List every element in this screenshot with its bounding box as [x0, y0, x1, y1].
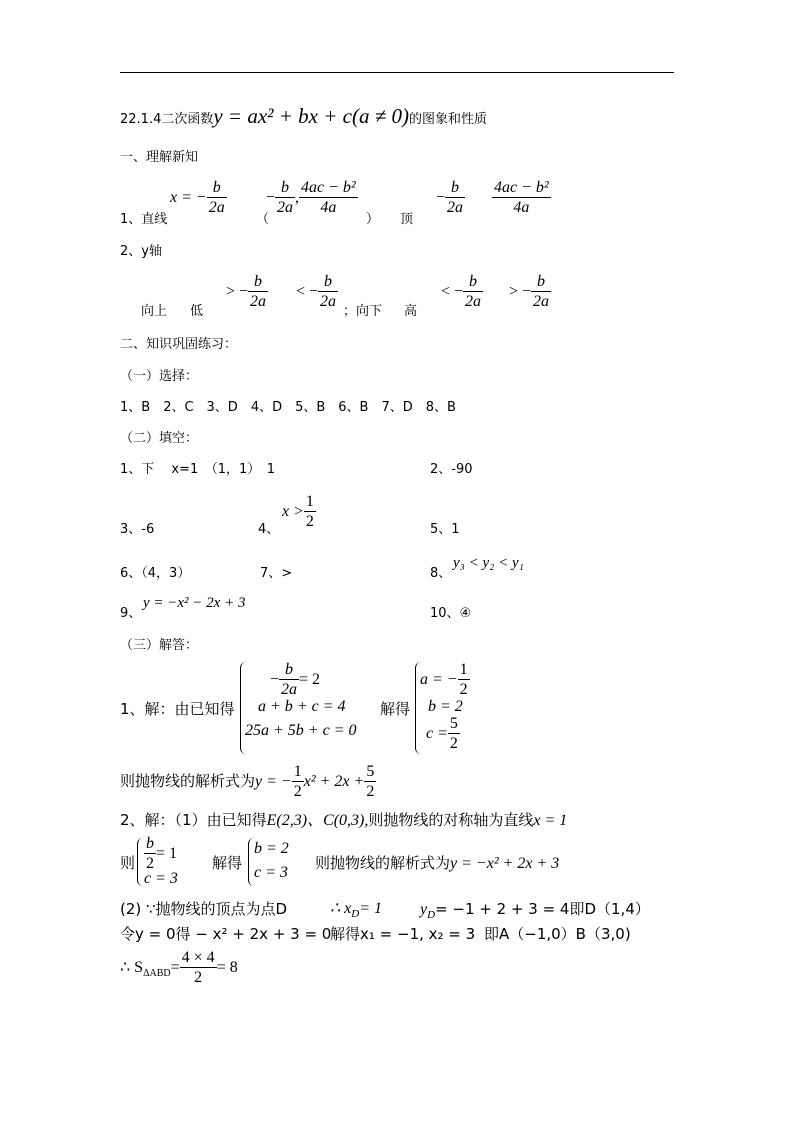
q1-result-num2: 5 [366, 763, 375, 780]
q1-c-num: 5 [449, 715, 458, 732]
q1-label: 1、解：由已知得 [120, 700, 235, 718]
vertex-y-den: 4a [299, 197, 358, 217]
gt1-num: b [254, 273, 263, 290]
vertex-sep: , [295, 189, 300, 206]
q2-c: c = 3 [254, 864, 288, 881]
fill-6: 6、（4，3） [120, 566, 191, 581]
q1-solve-label: 解得 [380, 700, 411, 718]
gt1-den: 2a [250, 293, 267, 310]
q2-line3 [120, 898, 287, 919]
fill-5: 5、1 [430, 522, 460, 537]
q1-result-lhs: y = − [255, 773, 292, 790]
fill-heading: （二）填空： [120, 431, 199, 446]
q2-then: 则 [120, 854, 136, 872]
up-text: 向上 [141, 304, 168, 319]
q2-area-sub: ΔABD [143, 968, 171, 980]
lt1-sign: < − [296, 283, 319, 300]
fill-1: 1、下 x=1 （1，1） 1 [120, 462, 276, 477]
q2-line1-d: x = 1 [533, 812, 568, 829]
low-text: 低 [190, 304, 204, 319]
q2-line1-a: 2、解：（1）由已知得 [120, 811, 267, 829]
vertex-x-sign: − [266, 189, 276, 206]
q2-eq2: c = 3 [144, 870, 178, 887]
section-1-heading: 一、理解新知 [120, 150, 199, 165]
q2-line1 [120, 807, 567, 830]
lt1-formula [296, 272, 338, 311]
fill-8-formula: y₃ < y₂ < y₁ [453, 555, 524, 571]
lt1-den: 2a [320, 293, 337, 310]
q2-line3-a: (2) ∵抛物线的顶点为点D [120, 900, 288, 918]
vertex-formula [266, 178, 358, 217]
vertex-y-num: 4ac − b² [301, 179, 356, 196]
gt2-num: b [537, 273, 546, 290]
maxmin-num: 4ac − b² [494, 179, 549, 196]
q1-eq1 [270, 660, 320, 699]
q1-result-den2: 2 [366, 783, 375, 800]
q2-line1-b: E(2,3)、C(0,3), [266, 812, 369, 829]
q2-line4-c: 即A（−1,0）B（3,0) [484, 925, 631, 943]
neg-b-formula [436, 178, 465, 217]
choice-heading: （一）选择： [120, 369, 199, 384]
q2-eq1-den: 2 [146, 855, 154, 872]
q1-result-text: 则抛物线的解析式为 [120, 772, 256, 790]
neg-b-sign: − [436, 189, 446, 206]
q2-line4-a: 令y = 0得 − x² + 2x + 3 = 0 [120, 925, 332, 943]
page-title [120, 104, 487, 129]
q1-eq1-rhs: = 2 [299, 671, 321, 688]
q1-c [426, 714, 460, 753]
q2-area-eq: = [170, 959, 180, 976]
fill-4-label: 4、 [258, 522, 280, 537]
q2-area-num: 4 × 4 [181, 949, 215, 966]
q2-area-den: 2 [180, 967, 217, 987]
q1-result-den1: 2 [293, 783, 302, 800]
q1-result [120, 762, 376, 801]
fill-4-formula [282, 492, 316, 531]
header-rule [120, 72, 674, 73]
maxmin-den: 4a [492, 197, 551, 217]
q1-eq3: 25a + 5b + c = 0 [245, 722, 357, 739]
fill-10: 10、④ [430, 606, 472, 621]
q2-result [315, 852, 559, 873]
q1-result-num1: 1 [293, 763, 302, 780]
title-suffix: 的图象和性质 [408, 112, 487, 127]
axis-den: 2a [208, 199, 225, 216]
neg-b-num: b [451, 179, 460, 196]
neg-b-den: 2a [447, 199, 464, 216]
fill-8-label: 8、 [430, 566, 452, 581]
q2-yd: y [420, 901, 428, 918]
ding-text: 顶 [400, 212, 414, 227]
down-text: ；向下 [343, 304, 383, 319]
q2-eq1-num: b [146, 835, 154, 852]
q2-eq1-rhs: = 1 [156, 845, 178, 862]
q2-area-rhs: = 8 [216, 959, 238, 976]
q2-yd-sub: D [427, 909, 436, 922]
q1-result-mid: x² + 2x + [303, 773, 365, 790]
axis-num: b [212, 179, 221, 196]
q1-eq1-den: 2a [281, 681, 298, 698]
high-text: 高 [404, 304, 418, 319]
section-2-heading: 二、知识巩固练习： [120, 337, 238, 352]
fill-4-num: 1 [305, 493, 314, 510]
q2-system-brace [137, 838, 143, 886]
q2-line3-c [420, 898, 650, 921]
right-paren: ） [366, 212, 380, 227]
lt2-formula [441, 272, 483, 311]
q1-eq2: a + b + c = 4 [258, 698, 346, 715]
lt2-sign: < − [441, 283, 464, 300]
q2-result-text: 则抛物线的解析式为 [315, 854, 451, 872]
item2-label: 2、y轴 [120, 244, 162, 259]
q2-solve-label: 解得 [212, 854, 243, 872]
axis-lhs: x = − [170, 189, 207, 206]
lt2-den: 2a [465, 293, 482, 310]
q1-eq1-sign: − [270, 671, 280, 688]
q1-eq1-num: b [285, 661, 294, 678]
q2-xd-val: = 1 [359, 900, 383, 917]
fill-4-den: 2 [305, 513, 314, 530]
gt2-den: 2a [533, 293, 550, 310]
q1-a-lhs: a = − [420, 671, 458, 688]
q1-c-lhs: c = [426, 725, 448, 742]
gt2-formula [509, 272, 551, 311]
q1-a-den: 2 [459, 681, 468, 698]
q2-area-lhs: ∴ S [120, 959, 144, 976]
q2-line3-b [330, 898, 382, 920]
lt2-num: b [469, 273, 478, 290]
gt1-sign: > − [226, 283, 249, 300]
title-prefix: 22.1.4二次函数 [120, 112, 214, 127]
q2-yd-val: = −1 + 2 + 3 = 4即D（1,4） [435, 900, 650, 918]
q2-xd-sub: D [351, 908, 360, 921]
q1-a [420, 660, 470, 699]
gt1-formula [226, 272, 268, 311]
q2-xd: ∴ x [330, 900, 352, 917]
fill-3: 3、-6 [120, 522, 155, 537]
fill-9-label: 9、 [120, 606, 142, 621]
choice-answers: 1、B 2、C 3、D 4、D 5、B 6、B 7、D 8、B [120, 400, 456, 415]
fill-7: 7、> [260, 566, 293, 581]
maxmin-formula [492, 178, 551, 217]
q2-area [120, 948, 238, 987]
q2-line4-b: 解得x₁ = −1, x₂ = 3 [330, 925, 476, 943]
fill-9-formula: y = −x² − 2x + 3 [143, 595, 246, 611]
lt1-num: b [324, 273, 333, 290]
q2-b: b = 2 [254, 840, 289, 857]
q1-system-brace [240, 662, 247, 754]
gt2-sign: > − [509, 283, 532, 300]
fill-4-lhs: x > [282, 503, 304, 520]
answer-heading: （三）解答： [120, 638, 199, 653]
title-formula: y = ax² + bx + c(a ≠ 0) [213, 104, 409, 128]
left-paren: （ [256, 212, 270, 227]
q2-eq1 [144, 834, 177, 873]
q1-c-den: 2 [449, 735, 458, 752]
axis-formula [170, 178, 227, 217]
vertex-x-den: 2a [277, 199, 294, 216]
q1-b: b = 2 [428, 698, 463, 715]
q1-a-num: 1 [459, 661, 468, 678]
item1-label: 1、直线 [120, 212, 168, 227]
fill-2: 2、-90 [430, 462, 473, 477]
vertex-x-num: b [281, 179, 290, 196]
q2-result-formula: y = −x² + 2x + 3 [450, 855, 560, 872]
q2-line1-c: 则抛物线的对称轴为直线 [368, 811, 534, 829]
